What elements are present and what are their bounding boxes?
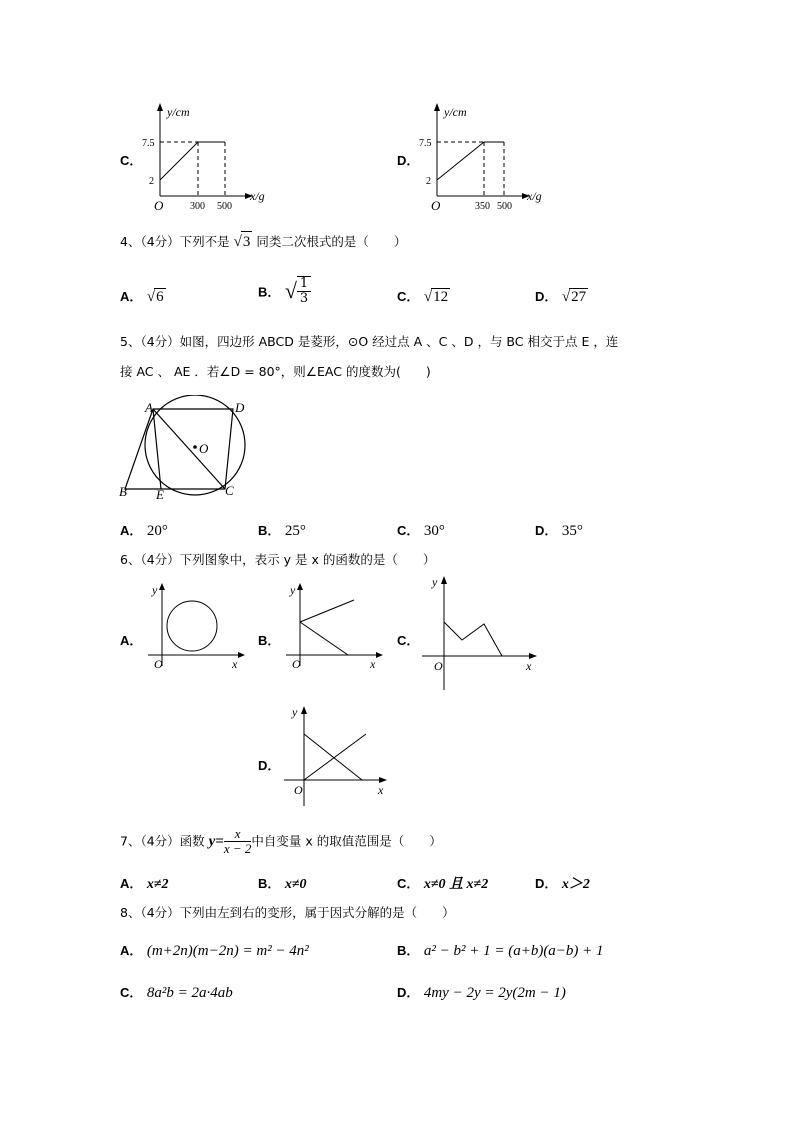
q4-option-a-radicand: 6 bbox=[156, 289, 164, 305]
x-tick-2: 500 bbox=[497, 201, 512, 212]
q6-option-c-label: C． bbox=[397, 633, 420, 648]
svg-text:y: y bbox=[432, 575, 438, 589]
q7-stem-a: 7、（4分）函数 bbox=[120, 833, 209, 849]
q5-option-d: D． 35° bbox=[535, 523, 583, 539]
q5-option-a: A． 20° bbox=[120, 523, 168, 539]
point-e: E bbox=[156, 487, 164, 502]
origin-label: O bbox=[154, 198, 164, 213]
q4-option-a: A． √6 bbox=[120, 289, 164, 305]
q4-stem-radicand: 3 bbox=[241, 231, 253, 252]
q4-option-b-numerator: 1 bbox=[297, 277, 311, 292]
q6-stem: 6、（4分）下列图象中，表示 y 是 x 的函数的是（ ） bbox=[120, 552, 436, 567]
svg-text:x: x bbox=[370, 657, 376, 671]
q3-option-c-label: C． bbox=[120, 153, 143, 168]
q8-option-d: D． 4my − 2y = 2y(2m − 1) bbox=[397, 985, 566, 1001]
q4-option-c-radicand: 12 bbox=[433, 289, 449, 305]
point-c: C bbox=[225, 483, 234, 498]
q5-option-b: B． 25° bbox=[258, 523, 306, 539]
q5-rhombus-circle-figure bbox=[115, 395, 265, 505]
svg-text:O: O bbox=[294, 783, 303, 797]
q7-option-a: A． x≠2 bbox=[120, 876, 169, 892]
q6-option-d-label: D． bbox=[258, 758, 281, 773]
q4-option-d-radicand: 27 bbox=[571, 289, 587, 305]
q6-option-a-label: A． bbox=[120, 633, 143, 648]
point-d: D bbox=[235, 400, 245, 415]
q6-option-a-graph bbox=[140, 580, 250, 672]
q4-option-c: C． √12 bbox=[397, 289, 449, 305]
y-tick-start: 2 bbox=[426, 176, 431, 187]
q7-option-d: D． x＞2 bbox=[535, 876, 590, 892]
q3-option-c-graph bbox=[140, 100, 290, 215]
svg-text:x: x bbox=[526, 659, 532, 673]
y-tick-start: 2 bbox=[149, 176, 154, 187]
x-axis-label: x/g bbox=[250, 189, 265, 203]
q5-option-c: C． 30° bbox=[397, 523, 445, 539]
q4-option-b: B． √ $\frac{1}{3}$ bbox=[258, 276, 311, 306]
q6-option-b-graph bbox=[278, 580, 388, 672]
y-axis-label: y/cm bbox=[167, 105, 190, 119]
svg-text:y: y bbox=[290, 583, 296, 597]
x-tick-1: 350 bbox=[475, 201, 490, 212]
q3-option-d-label: D． bbox=[397, 153, 420, 168]
q5-stem-line1: 5、（4分）如图，四边形 ABCD 是菱形，⊙O 经过点 A 、C 、D ，与 BC 相交于点 E ，连 bbox=[120, 334, 619, 349]
q4-stem: 4、（4分）下列不是 √3 同类二次根式的是（ ） bbox=[120, 231, 406, 252]
svg-text:x: x bbox=[378, 783, 384, 797]
svg-text:O: O bbox=[154, 657, 163, 671]
q7-numerator: x bbox=[224, 827, 252, 842]
q6-option-d-graph bbox=[280, 702, 395, 810]
q8-stem: 8、（4分）下列由左到右的变形，属于因式分解的是（ ） bbox=[120, 905, 455, 920]
q4-option-d: D． √27 bbox=[535, 289, 587, 305]
q7-option-b: B． x≠0 bbox=[258, 876, 307, 892]
svg-text:O: O bbox=[434, 659, 443, 673]
q8-option-c: C． 8a²b = 2a·4ab bbox=[120, 985, 233, 1001]
q7-stem-b: 中自变量 x 的取值范围是（ ） bbox=[251, 833, 442, 849]
q8-option-b: B． a² − b² + 1 = (a+b)(a−b) + 1 bbox=[397, 943, 604, 959]
point-o: O bbox=[199, 441, 209, 456]
x-axis-label: x/g bbox=[527, 189, 542, 203]
svg-text:x: x bbox=[232, 657, 238, 671]
svg-text:O: O bbox=[292, 657, 301, 671]
point-a: A bbox=[145, 400, 153, 415]
q4-option-b-denominator: 3 bbox=[299, 291, 309, 306]
q4-stem-b: 同类二次根式的是（ ） bbox=[256, 234, 407, 249]
y-tick-top: 7.5 bbox=[142, 138, 155, 149]
q7-denominator: x − 2 bbox=[223, 841, 252, 856]
q3-option-d-graph bbox=[417, 100, 567, 215]
q6-option-b-label: B． bbox=[258, 633, 281, 648]
svg-text:y: y bbox=[152, 583, 158, 597]
q4-stem-a: 4、（4分）下列不是 bbox=[120, 234, 230, 249]
q5-stem-line2: 接 AC 、 AE ．若∠D = 80°，则∠EAC 的度数为( ) bbox=[120, 364, 431, 379]
x-tick-1: 300 bbox=[190, 201, 205, 212]
q8-option-a: A． (m+2n)(m−2n) = m² − 4n² bbox=[120, 943, 309, 959]
x-tick-2: 500 bbox=[217, 201, 232, 212]
origin-label: O bbox=[431, 198, 441, 213]
point-b: B bbox=[119, 484, 127, 499]
q6-option-c-graph bbox=[418, 572, 543, 694]
q7-func-y: y= bbox=[208, 833, 224, 850]
q7-stem bbox=[120, 827, 442, 856]
svg-text:y: y bbox=[292, 705, 298, 719]
y-tick-top: 7.5 bbox=[419, 138, 432, 149]
q7-option-c: C． x≠0 且 x≠2 bbox=[397, 876, 489, 892]
y-axis-label: y/cm bbox=[444, 105, 467, 119]
